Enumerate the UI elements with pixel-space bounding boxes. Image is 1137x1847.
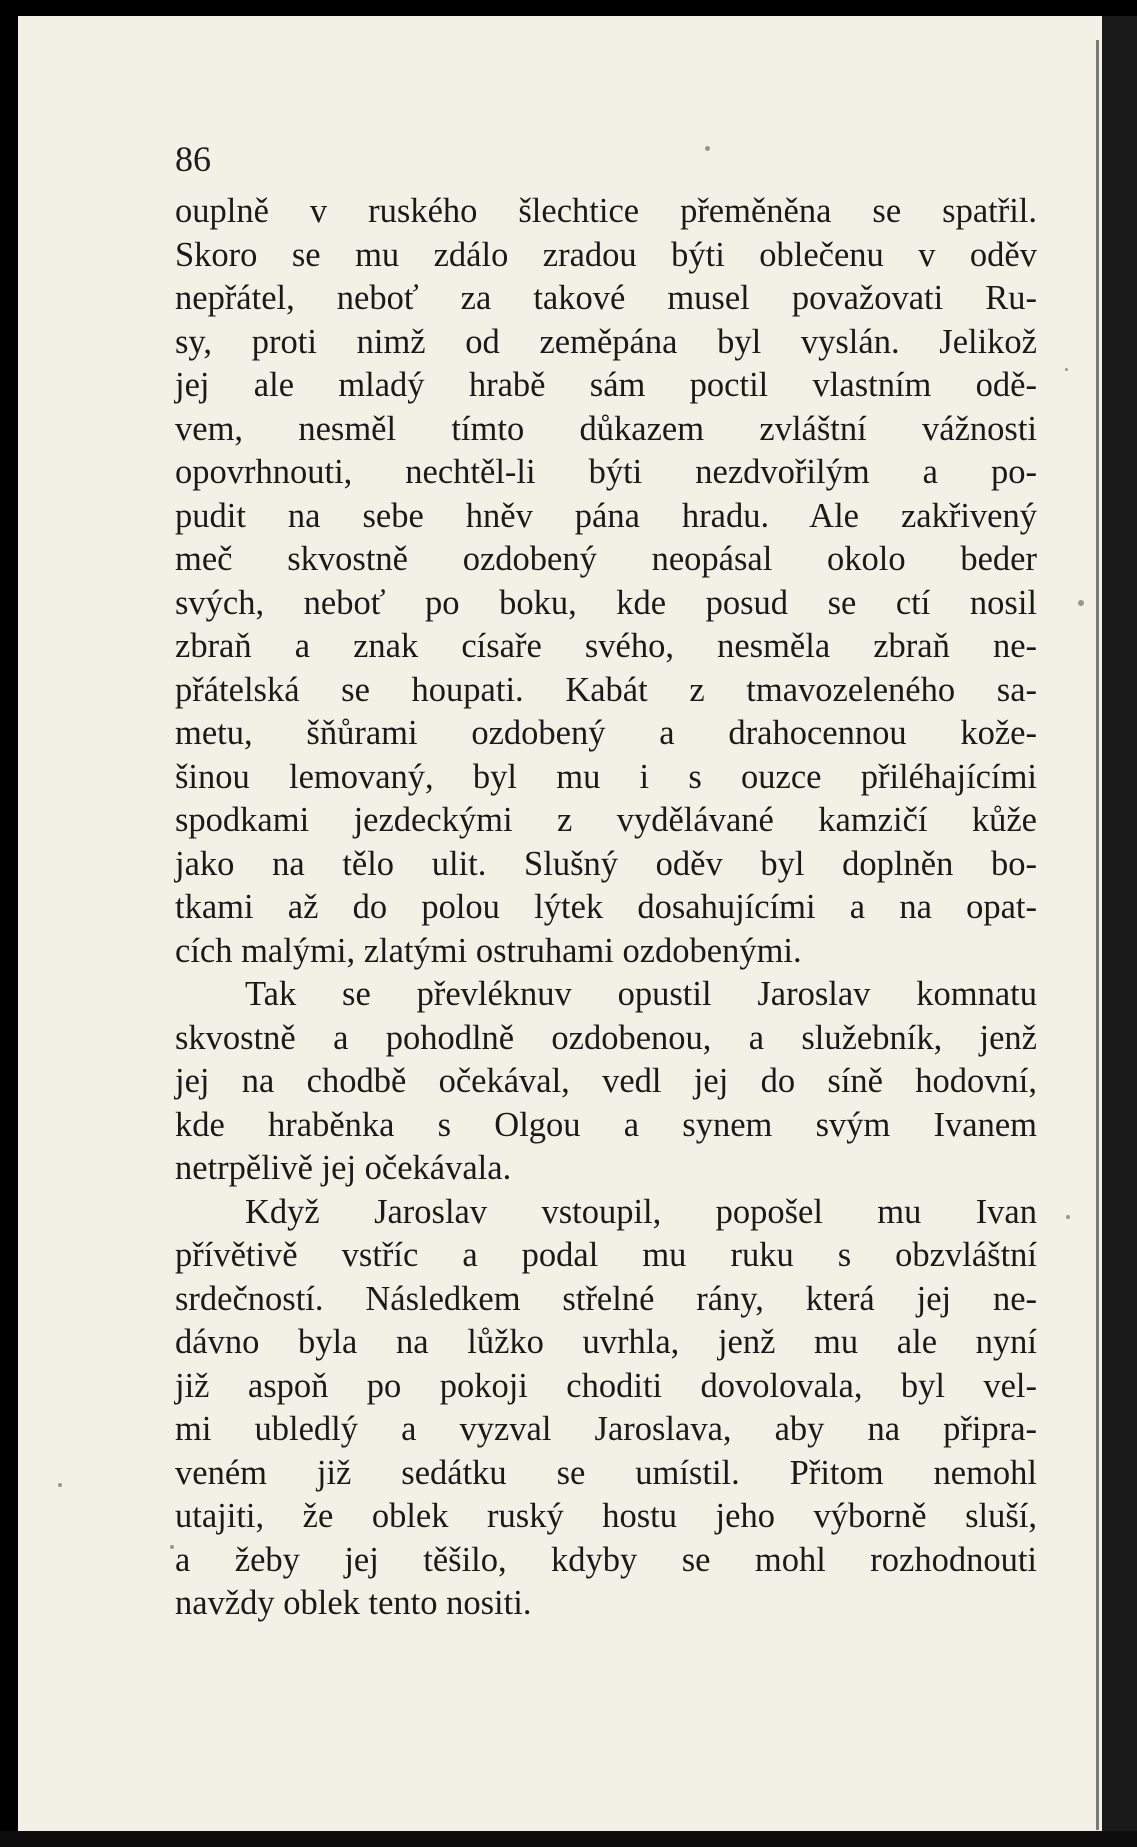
bottom-page-edge — [0, 1831, 1137, 1847]
paper-speck — [1078, 600, 1084, 606]
text-line: opovrhnouti, nechtěl-li býti nezdvořilým a po- — [175, 453, 1037, 491]
text-line: pudit na sebe hněv pána hradu. Ale zakřivený — [175, 496, 1037, 535]
text-line: zbraň a znak císaře svého, nesměla zbraň ne- — [175, 627, 1037, 665]
text-line: jej ale mladý hrabě sám poctil vlastním odě- — [175, 366, 1037, 404]
text-line: Když Jaroslav vstoupil, popošel mu Ivan — [245, 1192, 1037, 1231]
text-line: kde hraběnka s Olgou a synem svým Ivanem — [175, 1105, 1037, 1144]
text-line: tkami až do polou lýtek dosahujícími a na opat- — [175, 888, 1037, 926]
text-line: navždy oblek tento nositi. — [175, 1584, 532, 1622]
text-line: sy, proti nimž od zeměpána byl vyslán. Jelikož — [175, 322, 1037, 361]
text-line: metu, šňůrami ozdobený a drahocennou kože- — [175, 714, 1037, 752]
paper-speck — [1065, 368, 1068, 371]
right-page-edge — [1102, 16, 1137, 1847]
text-line: Tak se převléknuv opustil Jaroslav komnatu — [245, 975, 1037, 1013]
paper-speck — [705, 146, 710, 151]
text-line: a žeby jej těšilo, kdyby se mohl rozhodnouti — [175, 1540, 1037, 1579]
paper-speck — [58, 1483, 62, 1487]
text-line: spodkami jezdeckými z vydělávané kamzičí kůže — [175, 801, 1037, 839]
text-line: jej na chodbě očekával, vedl jej do síně hodovní, — [175, 1062, 1037, 1100]
text-line: nepřátel, neboť za takové musel považovati Ru- — [175, 279, 1037, 317]
text-line: šinou lemovaný, byl mu i s ouzce přiléhajícími — [175, 757, 1037, 796]
text-line: dávno byla na lůžko uvrhla, jenž mu ale nyní — [175, 1323, 1037, 1361]
text-line: netrpělivě jej očekávala. — [175, 1149, 512, 1187]
text-line: Skoro se mu zdálo zradou býti oblečenu v oděv — [175, 235, 1037, 274]
text-line: utajiti, že oblek ruský hostu jeho výborně sluší, — [175, 1497, 1037, 1535]
page-gutter-shadow — [1096, 40, 1099, 1830]
text-line: vem, nesměl tímto důkazem zvláštní vážnosti — [175, 409, 1037, 448]
text-line: skvostně a pohodlně ozdobenou, a služebník, jenž — [175, 1018, 1037, 1057]
text-line: jako na tělo ulit. Slušný oděv byl doplněn bo- — [175, 844, 1037, 883]
paper-speck — [1066, 1215, 1070, 1219]
paper-speck — [170, 1545, 174, 1549]
text-line: svých, neboť po boku, kde posud se ctí nosil — [175, 583, 1037, 622]
text-line: srdečností. Následkem střelné rány, která jej ne- — [175, 1279, 1037, 1318]
page-number: 86 — [175, 139, 211, 179]
text-line: přátelská se houpati. Kabát z tmavozeleného sa- — [175, 670, 1037, 709]
text-line: mi ubledlý a vyzval Jaroslava, aby na připra- — [175, 1410, 1037, 1448]
text-line: již aspoň po pokoji choditi dovolovala, byl vel- — [175, 1366, 1037, 1405]
text-line: veném již sedátku se umístil. Přitom nemohl — [175, 1453, 1037, 1492]
text-line: přívětivě vstříc a podal mu ruku s obzvláštní — [175, 1236, 1037, 1274]
text-line: ouplně v ruského šlechtice přeměněna se spatřil. — [175, 192, 1037, 230]
text-line: cích malými, zlatými ostruhami ozdobenými. — [175, 931, 802, 970]
text-line: meč skvostně ozdobený neopásal okolo beder — [175, 540, 1037, 578]
